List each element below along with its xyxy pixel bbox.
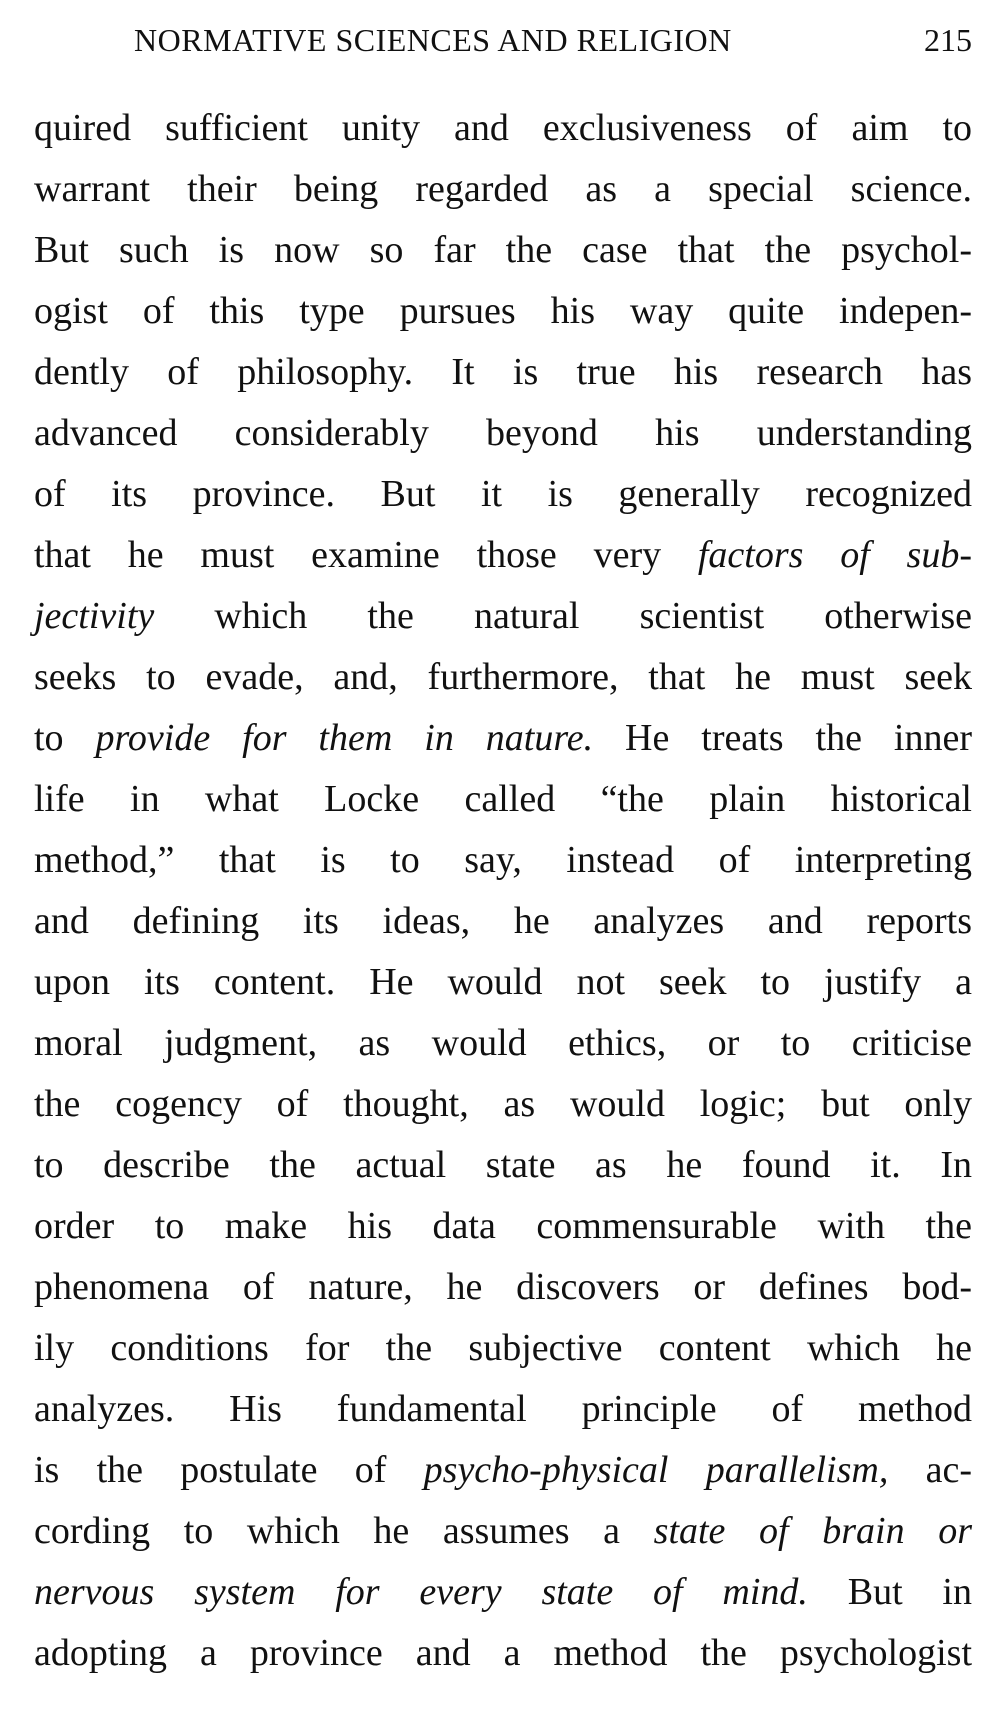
text-segment: and defining its ideas, he analyzes and reports (34, 900, 972, 942)
text-line (34, 1318, 972, 1379)
text-segment: ily conditions for the subjective content which he (34, 1327, 972, 1369)
text-segment: phenomena of nature, he discovers or defines bod- (34, 1266, 972, 1308)
text-segment: ac- (888, 1449, 972, 1491)
text-line (34, 952, 972, 1013)
text-line (34, 220, 972, 281)
text-line (34, 403, 972, 464)
text-line (34, 647, 972, 708)
text-segment: upon its content. He would not seek to justify a (34, 961, 972, 1003)
italic-text: psycho-physical parallelism, (423, 1449, 889, 1491)
text-line (34, 525, 972, 586)
text-segment: to (34, 717, 96, 759)
text-segment: the cogency of thought, as would logic; but only (34, 1083, 972, 1125)
text-line (34, 1135, 972, 1196)
text-segment: But in (807, 1571, 972, 1613)
text-segment: of its province. But it is generally recognized (34, 473, 972, 515)
text-segment: which the natural scientist otherwise (154, 595, 972, 637)
text-segment: advanced considerably beyond his understanding (34, 412, 972, 454)
text-line (34, 1074, 972, 1135)
text-line (34, 830, 972, 891)
text-segment: to describe the actual state as he found it. In (34, 1144, 972, 1186)
text-line (34, 586, 972, 647)
italic-text: state of brain or (653, 1510, 972, 1552)
text-line (34, 1440, 972, 1501)
italic-text: nervous system for every state of mind. (34, 1571, 808, 1613)
text-line (34, 1013, 972, 1074)
italic-text: jectivity (34, 595, 155, 637)
text-segment: dently of philosophy. It is true his research has (34, 351, 972, 393)
body-text (34, 98, 972, 1684)
text-segment: cording to which he assumes a (34, 1510, 654, 1552)
text-line (34, 281, 972, 342)
text-segment: moral judgment, as would ethics, or to criticise (34, 1022, 972, 1064)
text-segment: that he must examine those very (34, 534, 698, 576)
text-line (34, 464, 972, 525)
text-segment: quired sufficient unity and exclusiveness of aim to (34, 107, 972, 149)
text-segment: warrant their being regarded as a special science. (34, 168, 972, 210)
page-number: 215 (924, 22, 972, 58)
text-segment: analyzes. His fundamental principle of method (34, 1388, 972, 1430)
text-segment: method,” that is to say, instead of interpreting (34, 839, 972, 881)
text-line (34, 1196, 972, 1257)
text-line (34, 1562, 972, 1623)
text-segment: He treats the inner (593, 717, 972, 759)
italic-text: provide for them in nature. (95, 717, 594, 759)
text-line (34, 769, 972, 830)
text-segment: But such is now so far the case that the psychol- (34, 229, 972, 271)
text-line (34, 1257, 972, 1318)
page-header (34, 16, 972, 66)
text-segment: is the postulate of (34, 1449, 424, 1491)
text-line (34, 98, 972, 159)
text-segment: adopting a province and a method the psychologist (34, 1632, 972, 1674)
text-line (34, 1501, 972, 1562)
italic-text: factors of sub- (697, 534, 972, 576)
text-segment: seeks to evade, and, furthermore, that he must seek (34, 656, 972, 698)
text-line (34, 708, 972, 769)
text-line (34, 1379, 972, 1440)
running-head: NORMATIVE SCIENCES AND RELIGION (134, 22, 732, 58)
text-segment: life in what Locke called “the plain historical (34, 778, 972, 820)
text-line (34, 891, 972, 952)
text-line (34, 342, 972, 403)
text-segment: ogist of this type pursues his way quite indepen- (34, 290, 972, 332)
text-line (34, 159, 972, 220)
text-segment: order to make his data commensurable with the (34, 1205, 972, 1247)
text-line (34, 1623, 972, 1684)
